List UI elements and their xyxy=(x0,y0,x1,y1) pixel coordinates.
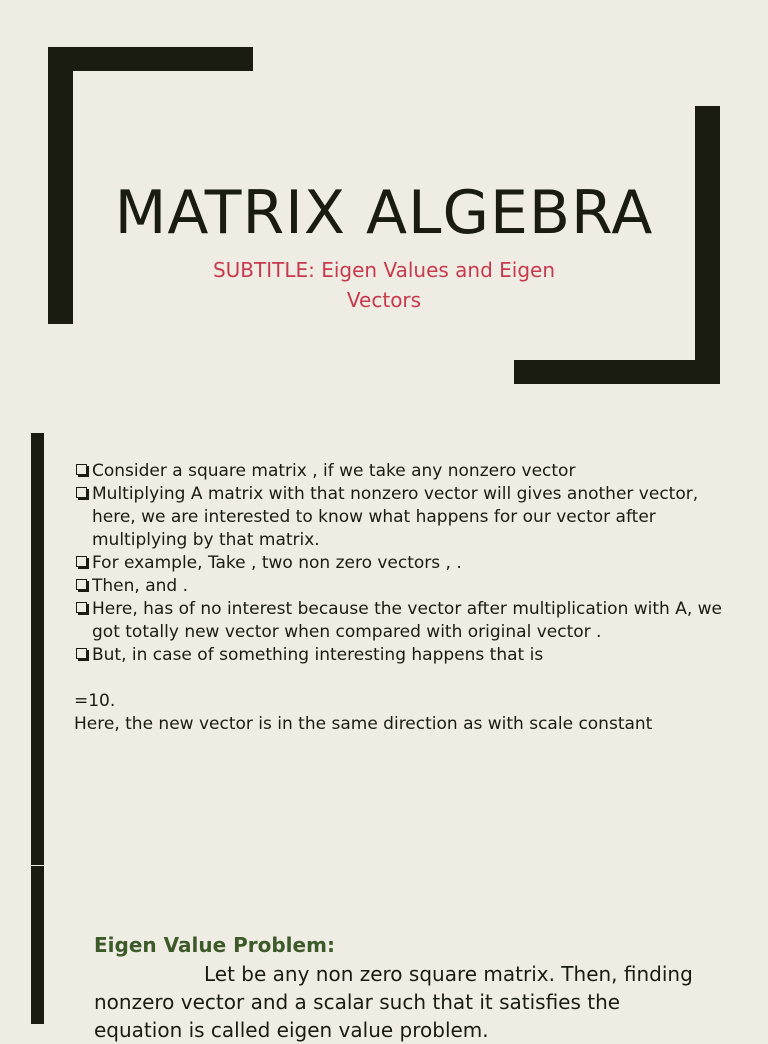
checkbox-bullet-icon xyxy=(76,648,87,659)
checkbox-bullet-icon xyxy=(76,579,87,590)
slide-title: MATRIX ALGEBRA xyxy=(114,178,654,248)
title-slide xyxy=(0,0,768,433)
checkbox-bullet-icon xyxy=(76,464,87,475)
section-heading: Eigen Value Problem: xyxy=(94,933,335,957)
eigen-slide xyxy=(0,866,768,1042)
list-item: But, in case of something interesting happens that is xyxy=(74,644,724,667)
corner-bracket-top-left-horizontal xyxy=(48,47,253,71)
left-accent-bar xyxy=(31,866,44,1024)
checkbox-bullet-icon xyxy=(76,602,87,613)
list-item: Then, and . xyxy=(74,575,724,598)
list-item: Here, has of no interest because the vector after multiplication with A, we got totally new vector when compared with original vector . xyxy=(74,598,724,644)
left-accent-bar xyxy=(31,433,44,865)
result-line: =10. xyxy=(74,691,116,711)
list-item: Consider a square matrix , if we take any nonzero vector xyxy=(74,460,724,483)
bullet-list xyxy=(74,460,724,667)
corner-bracket-bottom-right-horizontal xyxy=(514,360,720,384)
section-body: Let be any non zero square matrix. Then, finding nonzero vector and a scalar such that it satisfies the equation is called eigen value problem. xyxy=(94,962,693,1042)
list-item: For example, Take , two non zero vectors , . xyxy=(74,552,724,575)
list-item: Multiplying A matrix with that nonzero vector will gives another vector, here, we are interested to know what happens for our vector after multiplying by that matrix. xyxy=(74,483,724,552)
slide-subtitle: SUBTITLE: Eigen Values and Eigen Vectors xyxy=(212,258,556,312)
checkbox-bullet-icon xyxy=(76,556,87,567)
conclusion-text: Here, the new vector is in the same direction as with scale constant xyxy=(74,714,653,734)
content-slide xyxy=(0,433,768,865)
checkbox-bullet-icon xyxy=(76,487,87,498)
